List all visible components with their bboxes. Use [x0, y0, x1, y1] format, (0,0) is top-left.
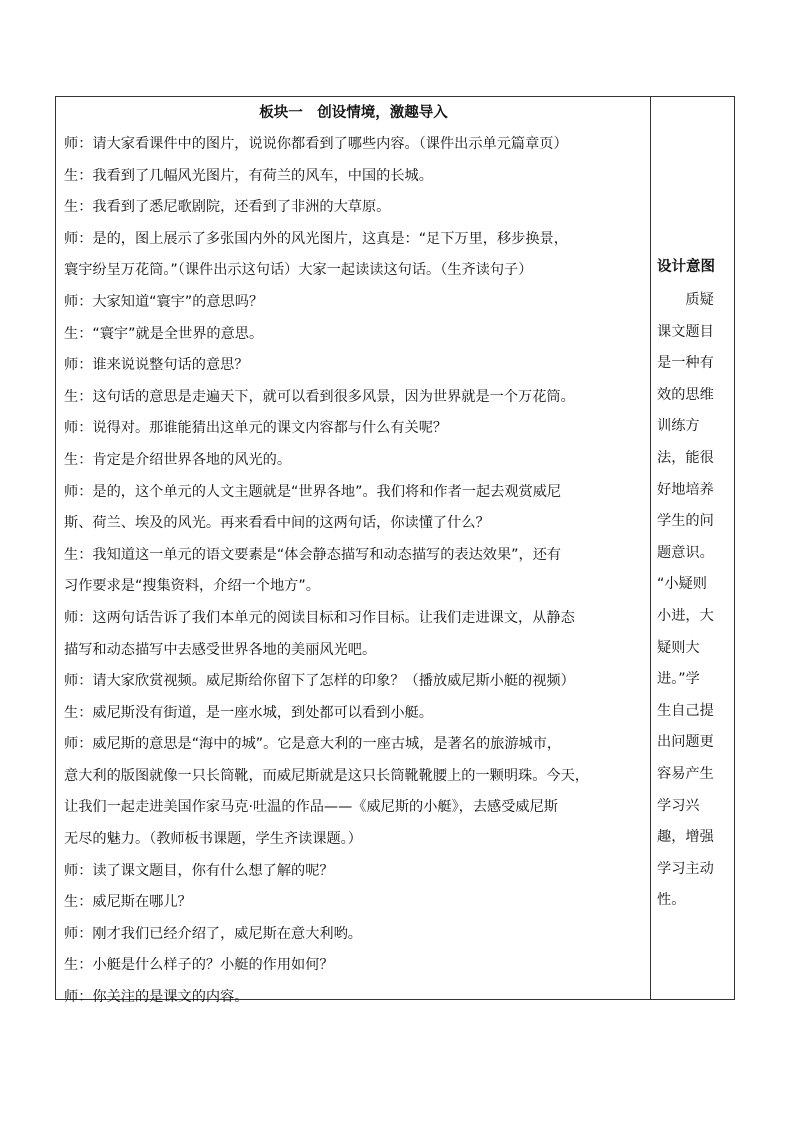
- design-intent-line: 效的思维: [657, 386, 714, 403]
- design-intent-line: 学习兴: [657, 797, 700, 814]
- design-intent-line: 训练方: [657, 418, 700, 435]
- dialogue-line: 让我们一起走进美国作家马克·吐温的作品——《威尼斯的小艇》，去感受威尼斯: [64, 799, 558, 816]
- dialogue-line: 师：刚才我们已经介绍了，威尼斯在意大利哟。: [64, 925, 362, 942]
- design-intent-line: 题意识。: [657, 544, 714, 561]
- dialogue-line: 师：威尼斯的意思是“海中的城”。它是意大利的一座古城，是著名的旅游城市，: [64, 736, 562, 753]
- dialogue-line: 师：是的，图上展示了多张国内外的风光图片，这真是：“足下万里，移步换景，: [64, 230, 568, 247]
- dialogue-line: 师：请大家看课件中的图片，说说你都看到了哪些内容。（课件出示单元篇章页）: [64, 136, 568, 152]
- design-intent-line: 性。: [657, 892, 686, 909]
- design-intent-line: 趣，增强: [657, 829, 714, 846]
- lesson-content-cell: [56, 97, 651, 1006]
- dialogue-line: 无尽的魅力。（教师板书课题，学生齐读课题。）: [64, 831, 362, 848]
- dialogue-line: 生：威尼斯没有街道，是一座水城，到处都可以看到小艇。: [64, 704, 433, 721]
- design-intent-line: 是一种有: [657, 355, 714, 372]
- dialogue-line: 生：威尼斯在哪儿？: [64, 894, 192, 911]
- dialogue-line: 生：我知道这一单元的语文要素是“体会静态描写和动态描写的表达效果”，还有: [64, 546, 562, 563]
- design-intent-line: 课文题目: [657, 323, 714, 340]
- dialogue-line: 生：“寰宇”就是全世界的意思。: [64, 325, 264, 342]
- design-intent-line: 生自己提: [657, 702, 714, 719]
- design-intent-line: 出问题更: [657, 734, 714, 751]
- dialogue-line: 师：说得对。那谁能猜出这单元的课文内容都与什么有关呢？: [64, 420, 448, 437]
- dialogue-line: 斯、荷兰、埃及的风光。再来看看中间的这两句话，你读懂了什么？: [64, 515, 490, 532]
- design-intent-line: 容易产生: [657, 765, 714, 782]
- design-intent-line: 法，能很: [657, 449, 714, 466]
- design-intent-line: “小疑则: [657, 576, 707, 593]
- dialogue-line: 生：小艇是什么样子的？小艇的作用如何？: [64, 957, 334, 974]
- lesson-table: [55, 96, 735, 1006]
- dialogue-line: 寰宇纷呈万花筒。”（课件出示这句话）大家一起读读这句话。（生齐读句子）: [64, 262, 533, 279]
- design-intent-title: 设计意图: [657, 259, 715, 275]
- dialogue-line: 描写和动态描写中去感受世界各地的美丽风光吧。: [64, 641, 377, 658]
- design-intent-cell: [651, 97, 736, 999]
- design-intent-line: 学习主动: [657, 860, 714, 877]
- dialogue-line: 意大利的版图就像一只长筒靴，而威尼斯就是这只长筒靴靴腰上的一颗明珠。今天，: [64, 767, 589, 784]
- design-intent-line: 学生的问: [657, 513, 714, 530]
- dialogue-line: 师：你关注的是课文的内容。: [64, 989, 249, 1006]
- dialogue-line: 师：请大家欣赏视频。威尼斯给你留下了怎样的印象？（播放威尼斯小艇的视频）: [64, 673, 575, 690]
- dialogue-lines: [64, 129, 644, 1014]
- design-intent-line: 质疑: [657, 292, 714, 308]
- design-intent-text: [657, 285, 735, 917]
- design-intent-line: 好地培养: [657, 481, 714, 498]
- design-intent-line: 疑则大: [657, 639, 700, 656]
- section-title: 板块一 创设情境，激趣导入: [259, 105, 448, 121]
- design-intent-line: 进。”学: [657, 671, 700, 688]
- design-intent-line: 小进，大: [657, 607, 714, 624]
- dialogue-line: 生：肯定是介绍世界各地的风光的。: [64, 451, 292, 468]
- dialogue-line: 师：是的，这个单元的人文主题就是“世界各地”。我们将和作者一起去观赏威尼: [64, 483, 562, 500]
- dialogue-line: 生：这句话的意思是走遍天下，就可以看到很多风景，因为世界就是一个万花筒。: [64, 388, 575, 405]
- dialogue-line: 生：我看到了悉尼歌剧院，还看到了非洲的大草原。: [64, 199, 391, 216]
- dialogue-line: 师：大家知道“寰宇”的意思吗？: [64, 293, 264, 310]
- dialogue-line: 师：这两句话告诉了我们本单元的阅读目标和习作目标。让我们走进课文，从静态: [64, 609, 575, 626]
- dialogue-line: 习作要求是“搜集资料，介绍一个地方”。: [64, 578, 320, 595]
- dialogue-line: 师：读了课文题目，你有什么想了解的呢？: [64, 862, 334, 879]
- dialogue-line: 师：谁来说说整句话的意思？: [64, 357, 249, 374]
- dialogue-line: 生：我看到了几幅风光图片，有荷兰的风车，中国的长城。: [64, 167, 433, 184]
